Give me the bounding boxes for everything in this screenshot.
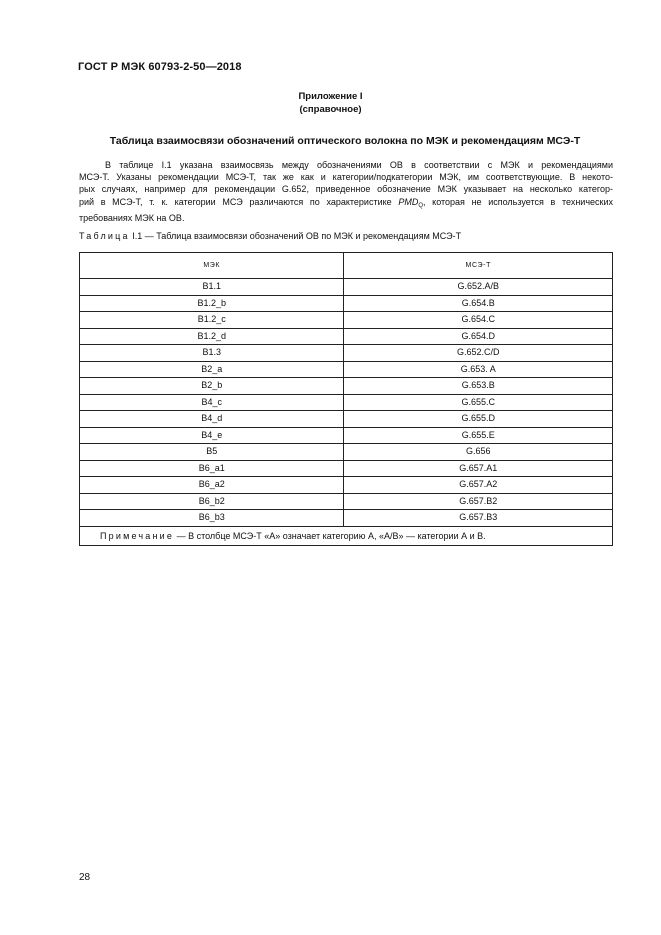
cell-itu: G.655.E [344,427,613,444]
table-row [80,411,613,428]
cell-iec: B2_b [80,378,344,395]
table-header-row [80,253,613,279]
table-row [80,345,613,362]
table-note [80,526,613,545]
table-row [80,444,613,461]
header-iec: МЭК [80,253,344,279]
table-row [80,493,613,510]
cell-iec: B1.1 [80,279,344,296]
cell-iec: B4_e [80,427,344,444]
pmd-main: PMD [398,196,419,207]
cell-itu: G.657.B3 [344,510,613,527]
table-note-text: — В столбце МСЭ-Т «А» означает категорию А, «А/В» — категории А и В. [174,530,486,541]
table-note-row [80,526,613,545]
table-note-label: Примечание [100,530,175,541]
cell-iec: B4_d [80,411,344,428]
cell-itu: G.655.C [344,394,613,411]
table-row [80,312,613,329]
table-row [80,477,613,494]
table-caption-label: Таблица [79,231,130,241]
cell-itu: G.652.A/B [344,279,613,296]
appendix-title: Приложение I [298,91,363,102]
cell-iec: B6_a1 [80,460,344,477]
table-caption [79,231,461,241]
paragraph-line: МСЭ-Т. Указаны рекомендации МСЭ-Т, так же как и категории/подкатегории МЭК, им соответствующие. В некото- [79,172,613,183]
table-row [80,328,613,345]
paragraph-line: В таблице I.1 указана взаимосвязь между обозначениями ОВ в соответствии с МЭК и рекомендациями [105,160,613,170]
paragraph-line: рых случаях, например для рекомендации G.652, приведенное обозначение МЭК указывает на несколько категор- [79,184,613,195]
cell-itu: G.654.C [344,312,613,329]
cell-itu: G.656 [344,444,613,461]
appendix-heading [0,91,661,116]
page-number: 28 [79,872,91,883]
pmd-symbol [398,197,423,207]
cell-itu: G.653.B [344,378,613,395]
table-row [80,510,613,527]
header-itu: МСЭ-Т [344,253,613,279]
cell-iec: B4_c [80,394,344,411]
cell-iec: B5 [80,444,344,461]
cell-itu: G.654.B [344,295,613,312]
pmd-subscript: Q [418,202,423,209]
cell-iec: B6_b2 [80,493,344,510]
table-row [80,460,613,477]
cell-itu: G.652.C/D [344,345,613,362]
document-header: ГОСТ Р МЭК 60793-2-50—2018 [78,61,242,73]
table-row [80,394,613,411]
paragraph-line [79,196,613,212]
cell-itu: G.657.B2 [344,493,613,510]
cell-itu: G.655.D [344,411,613,428]
table-row [80,361,613,378]
cell-iec: B2_a [80,361,344,378]
table-row [80,378,613,395]
cell-iec: B6_b3 [80,510,344,527]
table-caption-text: I.1 — Таблица взаимосвязи обозначений ОВ по МЭК и рекомендациям МСЭ-Т [129,231,462,241]
paragraph-line: требованиях МЭК на ОВ. [79,212,185,223]
cell-itu: G.654.D [344,328,613,345]
cell-itu: G.657.A2 [344,477,613,494]
intro-paragraph [79,159,613,224]
cell-iec: B1.3 [80,345,344,362]
table-row [80,427,613,444]
designation-table [79,252,613,546]
cell-iec: B1.2_d [80,328,344,345]
cell-itu: G.657.A1 [344,460,613,477]
appendix-subtitle: (справочное) [299,103,362,115]
table-row [80,295,613,312]
cell-iec: B1.2_b [80,295,344,312]
section-title: Таблица взаимосвязи обозначений оптического волокна по МЭК и рекомендациям МСЭ-Т [109,135,581,147]
cell-iec: B1.2_c [80,312,344,329]
table-row [80,279,613,296]
paragraph-text: , которая не используется в технических [423,196,613,207]
paragraph-text: рий в МСЭ-Т, т. к. категории МСЭ различаются по характеристике [79,196,399,207]
cell-iec: B6_a2 [80,477,344,494]
cell-itu: G.653. A [344,361,613,378]
